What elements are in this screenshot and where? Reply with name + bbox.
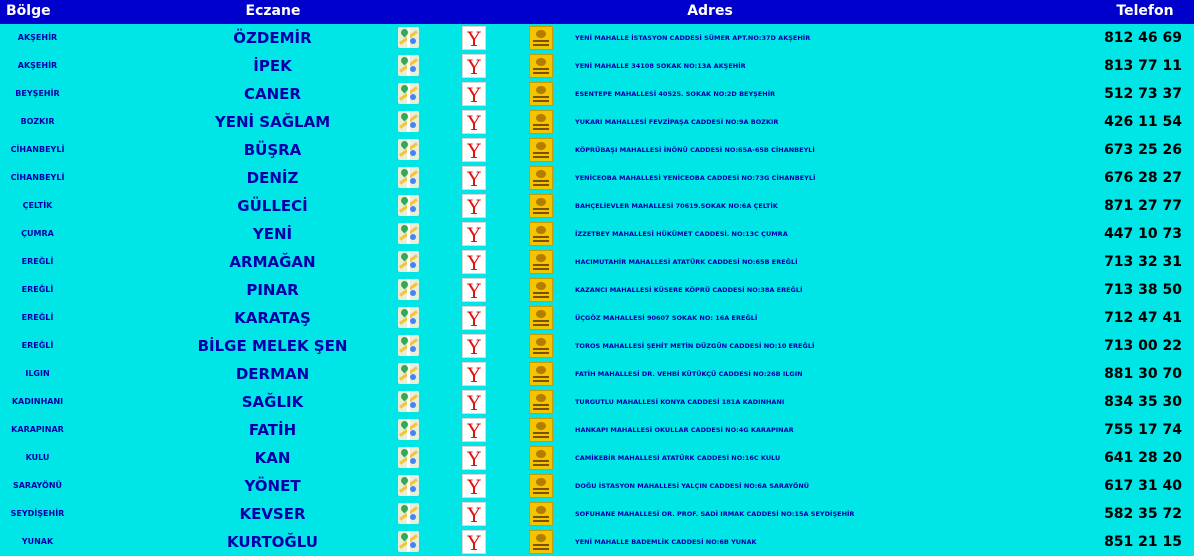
cell-adres: KAZANCI MAHALLESİ KÜSERE KÖPRÜ CADDESİ NO:38A EREĞLİ xyxy=(575,286,803,294)
cell-bolge: AKŞEHİR xyxy=(17,33,58,42)
table-row xyxy=(0,332,1194,360)
pharmacy-chamber-badge-icon[interactable] xyxy=(529,26,553,50)
google-maps-icon[interactable] xyxy=(398,307,419,328)
google-maps-icon[interactable] xyxy=(398,363,419,384)
table-row xyxy=(0,108,1194,136)
cell-adres: YUKARI MAHALLESİ FEVZİPAŞA CADDESİ NO:9A BOZKIR xyxy=(575,118,779,126)
cell-telefon: 447 10 73 xyxy=(1104,226,1182,242)
cell-adres: HANKAPI MAHALLESİ OKULLAR CADDESİ NO:4G KARAPINAR xyxy=(575,426,794,434)
cell-bolge: EREĞLİ xyxy=(21,285,54,294)
header-eczane: Eczane xyxy=(245,3,301,19)
pharmacy-chamber-badge-icon[interactable] xyxy=(529,446,553,470)
cell-adres: YENİ MAHALLE 34108 SOKAK NO:13A AKŞEHİR xyxy=(575,62,746,70)
cell-eczane: YENİ SAĞLAM xyxy=(214,113,331,131)
google-maps-icon[interactable] xyxy=(398,139,419,160)
google-maps-icon[interactable] xyxy=(398,223,419,244)
yandex-maps-icon[interactable]: Y xyxy=(462,250,486,274)
cell-telefon: 851 21 15 xyxy=(1104,534,1182,550)
cell-bolge: KULU xyxy=(25,453,50,462)
cell-adres: YENİ MAHALLE BADEMLİK CADDESİ NO:6B YUNAK xyxy=(575,538,757,546)
yandex-maps-icon[interactable]: Y xyxy=(462,306,486,330)
cell-adres: TURGUTLU MAHALLESİ KONYA CADDESİ 181A KADINHANI xyxy=(575,398,785,406)
cell-eczane: KEVSER xyxy=(239,505,306,523)
table-row xyxy=(0,388,1194,416)
cell-telefon: 617 31 40 xyxy=(1104,478,1182,494)
pharmacy-chamber-badge-icon[interactable] xyxy=(529,166,553,190)
table-header xyxy=(0,0,1194,24)
table-row xyxy=(0,80,1194,108)
google-maps-icon[interactable] xyxy=(398,531,419,552)
cell-eczane: BİLGE MELEK ŞEN xyxy=(197,337,348,355)
cell-bolge: CİHANBEYLİ xyxy=(10,173,65,182)
yandex-maps-icon[interactable]: Y xyxy=(462,110,486,134)
table-row xyxy=(0,444,1194,472)
cell-bolge: SARAYÖNÜ xyxy=(12,481,63,490)
table-row xyxy=(0,360,1194,388)
cell-telefon: 755 17 74 xyxy=(1104,422,1182,438)
cell-telefon: 512 73 37 xyxy=(1104,86,1182,102)
cell-telefon: 713 32 31 xyxy=(1104,254,1182,270)
yandex-maps-icon[interactable]: Y xyxy=(462,474,486,498)
cell-adres: KÖPRÜBAŞI MAHALLESİ İNÖNÜ CADDESİ NO:65A-65B CİHANBEYLİ xyxy=(575,146,815,154)
cell-eczane: BÜŞRA xyxy=(243,141,302,159)
cell-bolge: EREĞLİ xyxy=(21,257,54,266)
cell-eczane: DENİZ xyxy=(246,169,299,187)
yandex-maps-icon[interactable]: Y xyxy=(462,82,486,106)
cell-adres: YENİCEOBA MAHALLESİ YENİCEOBA CADDESİ NO:73G CİHANBEYLİ xyxy=(575,174,816,182)
google-maps-icon[interactable] xyxy=(398,279,419,300)
cell-telefon: 426 11 54 xyxy=(1104,114,1182,130)
google-maps-icon[interactable] xyxy=(398,503,419,524)
cell-telefon: 712 47 41 xyxy=(1104,310,1182,326)
cell-eczane: ÖZDEMİR xyxy=(233,29,312,47)
google-maps-icon[interactable] xyxy=(398,27,419,48)
cell-adres: ESENTEPE MAHALLESİ 40525. SOKAK NO:2D BEYŞEHİR xyxy=(575,90,776,98)
cell-adres: BAHÇELİEVLER MAHALLESİ 70619.SOKAK NO:6A ÇELTİK xyxy=(575,202,778,210)
yandex-maps-icon[interactable]: Y xyxy=(462,26,486,50)
yandex-maps-icon[interactable]: Y xyxy=(462,334,486,358)
cell-telefon: 813 77 11 xyxy=(1104,58,1182,74)
cell-adres: CAMİKEBİR MAHALLESİ ATATÜRK CADDESİ NO:16C KULU xyxy=(575,454,781,462)
cell-bolge: ILGIN xyxy=(25,369,50,378)
cell-adres: ÜÇGÖZ MAHALLESİ 90607 SOKAK NO: 16A EREĞLİ xyxy=(575,314,758,322)
cell-eczane: FATİH xyxy=(248,421,297,439)
google-maps-icon[interactable] xyxy=(398,251,419,272)
yandex-maps-icon[interactable]: Y xyxy=(462,222,486,246)
cell-eczane: GÜLLECİ xyxy=(237,197,308,215)
table-row xyxy=(0,528,1194,556)
pharmacy-chamber-badge-icon[interactable] xyxy=(529,250,553,274)
table-row xyxy=(0,304,1194,332)
pharmacy-chamber-badge-icon[interactable] xyxy=(529,54,553,78)
cell-adres: DOĞU İSTASYON MAHALLESİ YALÇIN CADDESİ NO:6A SARAYÖNÜ xyxy=(575,482,810,490)
cell-eczane: CANER xyxy=(244,85,301,103)
yandex-maps-icon[interactable]: Y xyxy=(462,530,486,554)
google-maps-icon[interactable] xyxy=(398,55,419,76)
cell-bolge: YUNAK xyxy=(21,537,54,546)
pharmacy-chamber-badge-icon[interactable] xyxy=(529,110,553,134)
cell-telefon: 871 27 77 xyxy=(1104,198,1182,214)
cell-bolge: AKŞEHİR xyxy=(17,61,58,70)
table-row xyxy=(0,24,1194,52)
table-row xyxy=(0,164,1194,192)
google-maps-icon[interactable] xyxy=(398,447,419,468)
cell-telefon: 713 38 50 xyxy=(1104,282,1182,298)
yandex-maps-icon[interactable]: Y xyxy=(462,166,486,190)
yandex-maps-icon[interactable]: Y xyxy=(462,390,486,414)
cell-telefon: 641 28 20 xyxy=(1104,450,1182,466)
cell-bolge: KARAPINAR xyxy=(11,425,64,434)
google-maps-icon[interactable] xyxy=(398,475,419,496)
cell-bolge: ÇELTİK xyxy=(22,201,53,210)
cell-telefon: 812 46 69 xyxy=(1104,30,1182,46)
table-row xyxy=(0,500,1194,528)
cell-bolge: ÇUMRA xyxy=(21,229,54,238)
yandex-maps-icon[interactable]: Y xyxy=(462,446,486,470)
google-maps-icon[interactable] xyxy=(398,83,419,104)
cell-bolge: EREĞLİ xyxy=(21,341,54,350)
cell-adres: SOFUHANE MAHALLESİ OR. PROF. SADİ IRMAK CADDESİ NO:15A SEYDİŞEHİR xyxy=(575,510,855,518)
pharmacy-table xyxy=(0,24,1194,556)
yandex-maps-icon[interactable]: Y xyxy=(462,502,486,526)
cell-bolge: BEYŞEHİR xyxy=(15,89,60,98)
pharmacy-chamber-badge-icon[interactable] xyxy=(529,362,553,386)
cell-adres: İZZETBEY MAHALLESİ HÜKÜMET CADDESİ. NO:13C ÇUMRA xyxy=(575,230,788,238)
pharmacy-chamber-badge-icon[interactable] xyxy=(529,82,553,106)
cell-eczane: KAN xyxy=(254,449,291,467)
google-maps-icon[interactable] xyxy=(398,391,419,412)
google-maps-icon[interactable] xyxy=(398,195,419,216)
cell-bolge: BOZKIR xyxy=(20,117,55,126)
pharmacy-chamber-badge-icon[interactable] xyxy=(529,278,553,302)
pharmacy-chamber-badge-icon[interactable] xyxy=(529,138,553,162)
cell-telefon: 582 35 72 xyxy=(1104,506,1182,522)
pharmacy-chamber-badge-icon[interactable] xyxy=(529,222,553,246)
cell-adres: FATİH MAHALLESİ DR. VEHBİ KÜTÜKÇÜ CADDESİ NO:26B ILGIN xyxy=(575,370,803,378)
cell-telefon: 881 30 70 xyxy=(1104,366,1182,382)
cell-bolge: CİHANBEYLİ xyxy=(10,145,65,154)
google-maps-icon[interactable] xyxy=(398,335,419,356)
cell-eczane: KURTOĞLU xyxy=(227,533,318,551)
yandex-maps-icon[interactable]: Y xyxy=(462,278,486,302)
cell-telefon: 676 28 27 xyxy=(1104,170,1182,186)
google-maps-icon[interactable] xyxy=(398,419,419,440)
cell-eczane: DERMAN xyxy=(235,365,310,383)
pharmacy-chamber-badge-icon[interactable] xyxy=(529,474,553,498)
yandex-maps-icon[interactable]: Y xyxy=(462,362,486,386)
cell-adres: YENİ MAHALLE İSTASYON CADDESİ SÜMER APT.NO:37D AKŞEHİR xyxy=(575,34,811,42)
cell-bolge: EREĞLİ xyxy=(21,313,54,322)
cell-eczane: İPEK xyxy=(253,57,292,75)
pharmacy-chamber-badge-icon[interactable] xyxy=(529,502,553,526)
yandex-maps-icon[interactable]: Y xyxy=(462,194,486,218)
pharmacy-chamber-badge-icon[interactable] xyxy=(529,530,553,554)
cell-eczane: SAĞLIK xyxy=(241,393,304,411)
yandex-maps-icon[interactable]: Y xyxy=(462,418,486,442)
cell-adres: HACIMUTAHİR MAHALLESİ ATATÜRK CADDESİ NO:65B EREĞLİ xyxy=(575,258,798,266)
table-row xyxy=(0,248,1194,276)
pharmacy-chamber-badge-icon[interactable] xyxy=(529,418,553,442)
cell-eczane: KARATAŞ xyxy=(234,309,311,327)
google-maps-icon[interactable] xyxy=(398,167,419,188)
yandex-maps-icon[interactable]: Y xyxy=(462,54,486,78)
google-maps-icon[interactable] xyxy=(398,111,419,132)
cell-telefon: 713 00 22 xyxy=(1104,338,1182,354)
pharmacy-chamber-badge-icon[interactable] xyxy=(529,306,553,330)
table-row xyxy=(0,276,1194,304)
table-row xyxy=(0,136,1194,164)
cell-telefon: 834 35 30 xyxy=(1104,394,1182,410)
table-row xyxy=(0,52,1194,80)
pharmacy-chamber-badge-icon[interactable] xyxy=(529,390,553,414)
cell-eczane: ARMAĞAN xyxy=(229,253,316,271)
cell-eczane: YÖNET xyxy=(244,477,301,495)
cell-telefon: 673 25 26 xyxy=(1104,142,1182,158)
pharmacy-chamber-badge-icon[interactable] xyxy=(529,194,553,218)
cell-adres: TOROS MAHALLESİ ŞEHİT METİN DÜZGÜN CADDESİ NO:10 EREĞLİ xyxy=(575,342,815,350)
header-bolge: Bölge xyxy=(6,3,51,19)
cell-bolge: KADINHANI xyxy=(11,397,64,406)
cell-eczane: YENİ xyxy=(252,225,293,243)
yandex-maps-icon[interactable]: Y xyxy=(462,138,486,162)
header-telefon: Telefon xyxy=(1116,3,1174,19)
table-row xyxy=(0,472,1194,500)
header-adres: Adres xyxy=(687,3,733,19)
pharmacy-chamber-badge-icon[interactable] xyxy=(529,334,553,358)
table-row xyxy=(0,192,1194,220)
table-row xyxy=(0,416,1194,444)
cell-bolge: SEYDİŞEHİR xyxy=(10,509,65,518)
table-row xyxy=(0,220,1194,248)
cell-eczane: PINAR xyxy=(246,281,299,299)
